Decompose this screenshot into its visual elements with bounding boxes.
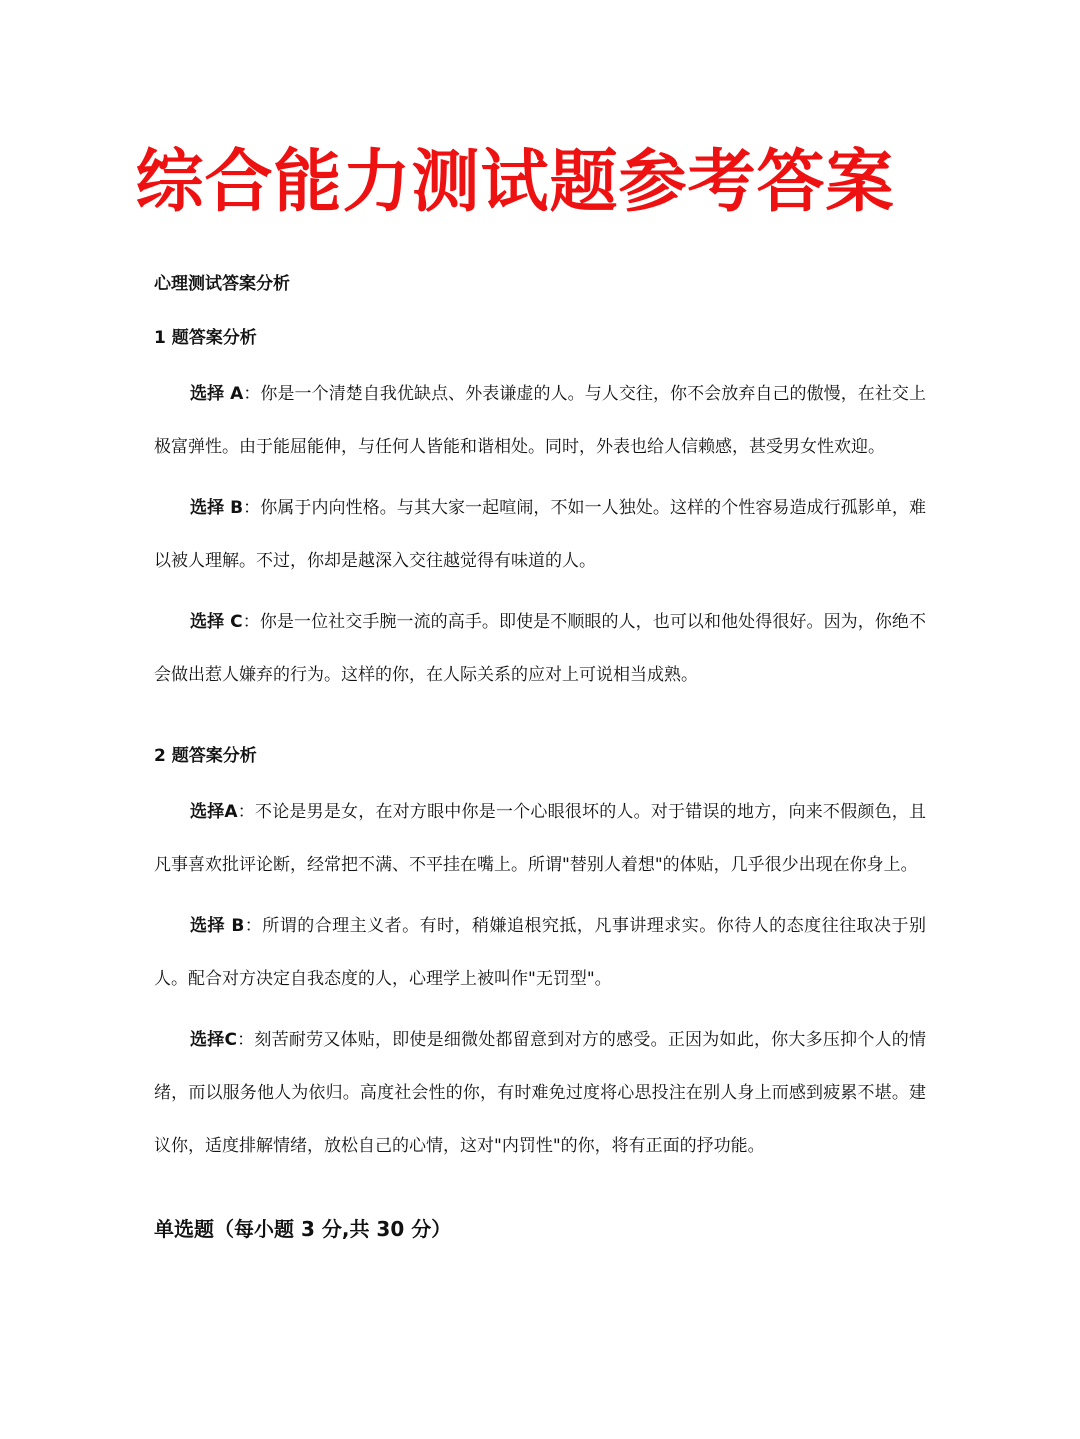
section-title: 心理测试答案分析 bbox=[154, 274, 290, 294]
q2-option-a-text: ：不论是男是女，在对方眼中你是一个心眼很坏的人。对于错误的地方，向来不假颜色，且凡事喜欢批评论断，经常把不满、不平挂在嘴上。所谓"替别人着想"的体贴，几乎很少出现在你身上。 bbox=[154, 802, 926, 875]
q2-option-c bbox=[154, 1014, 926, 1173]
q1-option-a-label: 选择 A bbox=[190, 384, 244, 404]
q1-option-b-label: 选择 B bbox=[190, 498, 244, 518]
q1-option-b bbox=[154, 482, 926, 588]
q1-option-b-text: ：你属于内向性格。与其大家一起喧闹，不如一人独处。这样的个性容易造成行孤影单，难以被人理解。不过，你却是越深入交往越觉得有味道的人。 bbox=[154, 498, 926, 571]
q1-option-a bbox=[154, 368, 926, 474]
q2-option-a-label: 选择A bbox=[190, 802, 238, 822]
q2-option-a bbox=[154, 786, 926, 892]
q1-option-c-text: ：你是一位社交手腕一流的高手。即使是不顺眼的人，也可以和他处得很好。因为，你绝不会做出惹人嫌弃的行为。这样的你，在人际关系的应对上可说相当成熟。 bbox=[154, 612, 926, 685]
q2-option-b-text: ：所谓的合理主义者。有时，稍嫌追根究抵，凡事讲理求实。你待人的态度往往取决于别人。配合对方决定自我态度的人，心理学上被叫作"无罚型"。 bbox=[154, 916, 926, 989]
q2-option-b bbox=[154, 900, 926, 1006]
q2-heading: 2 题答案分析 bbox=[154, 746, 257, 766]
q2-option-b-label: 选择 B bbox=[190, 916, 245, 936]
q1-option-c-label: 选择 C bbox=[190, 612, 243, 632]
q2-option-c-label: 选择C bbox=[190, 1030, 237, 1050]
single-choice-heading: 单选题（每小题 3 分,共 30 分） bbox=[154, 1217, 452, 1241]
document-body bbox=[154, 262, 926, 1251]
q1-option-c bbox=[154, 596, 926, 702]
document-title: 综合能力测试题参考答案 bbox=[135, 143, 895, 222]
q1-option-a-text: ：你是一个清楚自我优缺点、外表谦虚的人。与人交往，你不会放弃自己的傲慢，在社交上极富弹性。由于能屈能伸，与任何人皆能和谐相处。同时，外表也给人信赖感，甚受男女性欢迎。 bbox=[154, 384, 926, 457]
q2-option-c-text: ：刻苦耐劳又体贴，即使是细微处都留意到对方的感受。正因为如此，你大多压抑个人的情绪，而以服务他人为依归。高度社会性的你，有时难免过度将心思投注在别人身上而感到疲累不堪。建议你，适度排解情绪，放松自己的心情，这对"内罚性"的你，将有正面的抒功能。 bbox=[154, 1030, 926, 1156]
q1-heading: 1 题答案分析 bbox=[154, 328, 257, 348]
